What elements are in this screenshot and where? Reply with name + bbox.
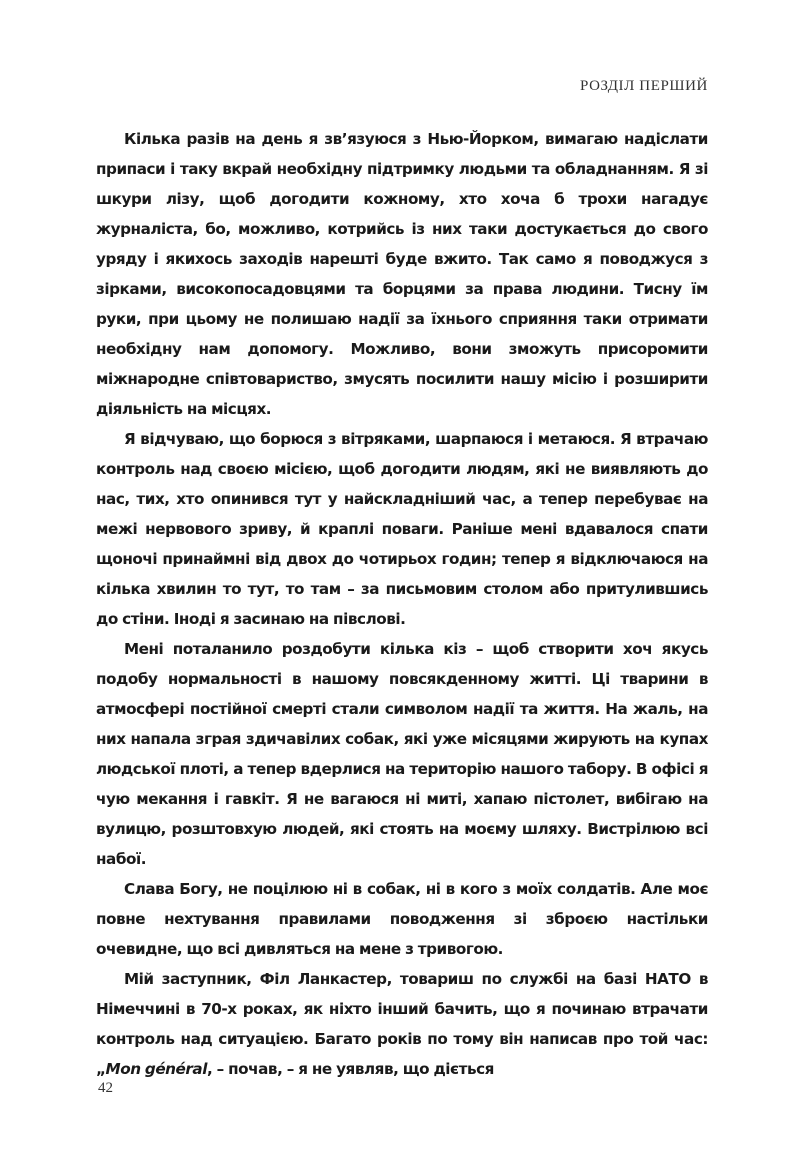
paragraph-5-italic-phrase: Mon général <box>105 1060 207 1078</box>
paragraph-1: Кілька разів на день я зв’язуюся з Нью-Йорком, вимагаю надіслати припаси і таку вкрай необхідну підтримку людьми та обладнанням. Я зі шкури лізу, щоб догодити кожному, хто хоча б трохи нагадує журналіста, бо, можливо, котрийсь із них таки достукається до свого уряду і якихось заходів нарешті буде вжито. Так само я поводжуся з зірками, високопосадовцями та борцями за права людини. Тисну їм руки, при цьому не полишаю надії за їхнього сприяння таки отримати необхідну нам допомогу. Можливо, вони зможуть присоромити міжнародне співтовариство, змусять посилити нашу місію і розширити діяльність на місцях. <box>96 130 708 418</box>
page-number: 42 <box>98 1080 113 1096</box>
paragraph-5-text-start: Мій заступник, Філ Ланкастер, товариш по службі на базі НАТО в Німеччині в 70-х роках, як ніхто інший бачить, що я починаю втрачати контроль над ситуацією. Багато років по тому він написав про той час: „ <box>96 970 708 1078</box>
body-text <box>96 124 708 1084</box>
paragraph-2: Я відчуваю, що борюся з вітряками, шарпаюся і метаюся. Я втрачаю контроль над своєю місією, щоб догодити людям, які не виявляють до нас, тих, хто опинився тут у найскладніший час, а тепер перебуває на межі нервового зриву, й краплі поваги. Раніше мені вдавалося спати щоночі принаймні від двох до чотирьох годин; тепер я відключаюся на кілька хвилин то тут, то там – за письмовим столом або притулившись до стіни. Іноді я засинаю на півслові. <box>96 430 708 628</box>
paragraph-4: Слава Богу, не поцілюю ні в собак, ні в кого з моїх солдатів. Але моє повне нехтування правилами поводження зі зброєю настільки очевидне, що всі дивляться на мене з тривогою. <box>96 880 708 958</box>
paragraph-5 <box>96 964 708 1084</box>
paragraph-3: Мені поталанило роздобути кілька кіз – щоб створити хоч якусь подобу нормальності в нашому повсякденному житті. Ці тварини в атмосфері постійної смерті стали символом надії та життя. На жаль, на них напала зграя здичавілих собак, які уже місяцями жирують на купах людської плоті, а тепер вдерлися на територію нашого табору. В офісі я чую мекання і гавкіт. Я не вагаюся ні миті, хапаю пістолет, вибігаю на вулицю, розштовхую людей, які стоять на моєму шляху. Вистрілюю всі набої. <box>96 640 708 868</box>
running-head: РОЗДІЛ ПЕРШИЙ <box>579 78 708 94</box>
paragraph-5-text-end: , – почав, – я не уявляв, що діється <box>206 1060 494 1078</box>
